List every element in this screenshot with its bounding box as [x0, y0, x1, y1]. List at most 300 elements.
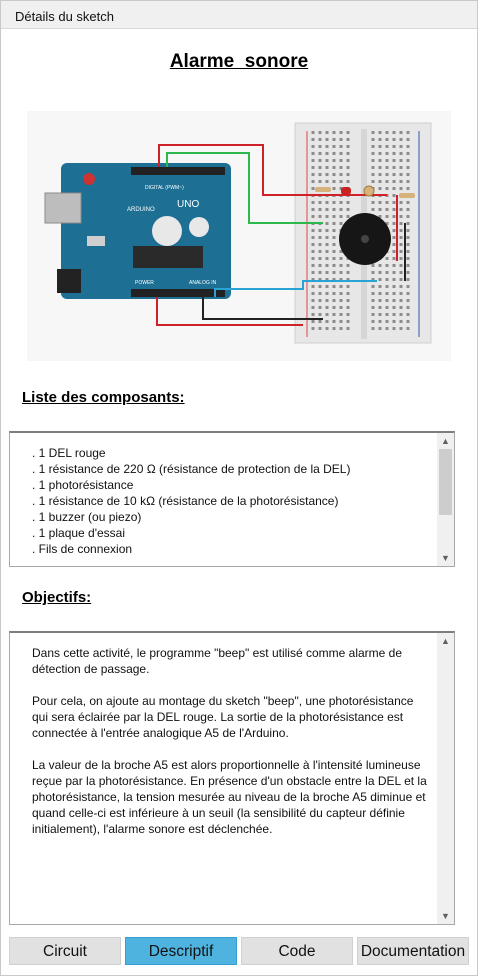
- breadboard-hole: [326, 285, 329, 288]
- breadboard-hole: [407, 292, 410, 295]
- breadboard-hole: [319, 306, 322, 309]
- breadboard-hole: [386, 285, 389, 288]
- breadboard-hole: [312, 180, 315, 183]
- breadboard-hole: [400, 215, 403, 218]
- breadboard-hole: [400, 320, 403, 323]
- breadboard-hole: [386, 145, 389, 148]
- breadboard-hole: [312, 229, 315, 232]
- breadboard-hole: [407, 243, 410, 246]
- breadboard-hole: [407, 152, 410, 155]
- breadboard-hole: [319, 264, 322, 267]
- breadboard-hole: [379, 145, 382, 148]
- breadboard-hole: [312, 292, 315, 295]
- breadboard-hole: [407, 257, 410, 260]
- objectives-heading: Objectifs:: [22, 589, 92, 606]
- breadboard-hole: [333, 131, 336, 134]
- breadboard-hole: [372, 313, 375, 316]
- power-label: POWER: [135, 280, 154, 286]
- breadboard-hole: [386, 271, 389, 274]
- objectives-text: [32, 645, 430, 853]
- breadboard-hole: [407, 236, 410, 239]
- breadboard-hole: [347, 299, 350, 302]
- tab-descriptif[interactable]: Descriptif: [125, 937, 237, 965]
- breadboard-hole: [333, 320, 336, 323]
- breadboard-hole: [312, 159, 315, 162]
- breadboard-hole: [400, 264, 403, 267]
- breadboard-hole: [379, 208, 382, 211]
- breadboard-hole: [372, 292, 375, 295]
- breadboard-hole: [407, 208, 410, 211]
- breadboard-hole: [407, 166, 410, 169]
- breadboard-hole: [319, 243, 322, 246]
- breadboard-hole: [379, 313, 382, 316]
- breadboard-hole: [312, 215, 315, 218]
- breadboard-hole: [407, 264, 410, 267]
- components-scrollbar[interactable]: [437, 433, 454, 566]
- breadboard-hole: [393, 194, 396, 197]
- breadboard-hole: [400, 138, 403, 141]
- breadboard-hole: [393, 243, 396, 246]
- breadboard-hole: [372, 306, 375, 309]
- breadboard-hole: [347, 264, 350, 267]
- breadboard-hole: [333, 236, 336, 239]
- breadboard-hole: [379, 264, 382, 267]
- breadboard-hole: [393, 180, 396, 183]
- breadboard-hole: [326, 180, 329, 183]
- breadboard-hole: [393, 173, 396, 176]
- component-item: . 1 plaque d'essai: [32, 526, 126, 540]
- scroll-down-icon[interactable]: ▼: [441, 553, 450, 563]
- breadboard-hole: [326, 264, 329, 267]
- breadboard-hole: [372, 264, 375, 267]
- breadboard-hole: [326, 222, 329, 225]
- breadboard-hole: [393, 327, 396, 330]
- breadboard-hole: [372, 159, 375, 162]
- window-title: Détails du sketch: [15, 9, 114, 24]
- breadboard-hole: [340, 138, 343, 141]
- breadboard-hole: [393, 320, 396, 323]
- breadboard-hole: [400, 243, 403, 246]
- component-item: . 1 DEL rouge: [32, 446, 106, 460]
- breadboard-hole: [379, 152, 382, 155]
- breadboard-hole: [393, 306, 396, 309]
- breadboard-hole: [340, 131, 343, 134]
- breadboard-hole: [312, 201, 315, 204]
- breadboard-hole: [400, 292, 403, 295]
- breadboard-hole: [319, 131, 322, 134]
- objective-paragraph: La valeur de la broche A5 est alors proportionnelle à l'intensité lumineuse reçue par la photorésistance. En présence d'un obstacle entre la DEL et la photorésistance, la tension mesurée au niveau de la broche A5 diminue et quand celle-ci est inférieure à un seuil (la sensibilité du capteur définie initialement), l'alarme sonore est déclenchée.: [32, 758, 427, 836]
- breadboard-hole: [347, 208, 350, 211]
- breadboard-hole: [386, 313, 389, 316]
- breadboard-hole: [312, 145, 315, 148]
- tab-documentation[interactable]: Documentation: [357, 937, 469, 965]
- breadboard-hole: [333, 264, 336, 267]
- breadboard-hole: [333, 152, 336, 155]
- breadboard-hole: [400, 159, 403, 162]
- breadboard-hole: [347, 180, 350, 183]
- breadboard-hole: [393, 145, 396, 148]
- digital-label: DIGITAL (PWM~): [145, 185, 184, 191]
- breadboard-hole: [393, 250, 396, 253]
- circuit-diagram: [27, 111, 451, 361]
- breadboard-hole: [319, 152, 322, 155]
- breadboard-hole: [326, 306, 329, 309]
- breadboard-hole: [400, 173, 403, 176]
- breadboard-hole: [400, 306, 403, 309]
- breadboard-hole: [407, 145, 410, 148]
- breadboard-hole: [312, 306, 315, 309]
- breadboard-hole: [312, 173, 315, 176]
- breadboard-hole: [333, 327, 336, 330]
- breadboard-hole: [333, 306, 336, 309]
- breadboard-hole: [333, 299, 336, 302]
- breadboard-hole: [400, 327, 403, 330]
- breadboard-hole: [340, 271, 343, 274]
- breadboard-hole: [312, 243, 315, 246]
- breadboard-hole: [393, 257, 396, 260]
- breadboard-hole: [319, 257, 322, 260]
- breadboard-hole: [372, 152, 375, 155]
- breadboard-hole: [333, 229, 336, 232]
- breadboard-hole: [393, 313, 396, 316]
- component-item: . 1 photorésistance: [32, 478, 134, 492]
- breadboard-hole: [386, 138, 389, 141]
- breadboard-hole: [319, 313, 322, 316]
- breadboard-hole: [347, 201, 350, 204]
- breadboard-hole: [386, 327, 389, 330]
- breadboard-hole: [312, 271, 315, 274]
- components-list-box[interactable]: [9, 431, 455, 567]
- objectives-scrollbar[interactable]: [437, 633, 454, 924]
- breadboard-hole: [400, 250, 403, 253]
- objectives-text-box[interactable]: [9, 631, 455, 925]
- breadboard-hole: [333, 285, 336, 288]
- breadboard-hole: [386, 152, 389, 155]
- component-item: . 1 résistance de 220 Ω (résistance de protection de la DEL): [32, 462, 351, 476]
- breadboard-hole: [319, 145, 322, 148]
- breadboard-hole: [400, 285, 403, 288]
- breadboard-hole: [340, 166, 343, 169]
- breadboard-hole: [340, 152, 343, 155]
- breadboard-hole: [386, 208, 389, 211]
- breadboard-hole: [326, 236, 329, 239]
- breadboard-hole: [393, 285, 396, 288]
- breadboard-hole: [400, 180, 403, 183]
- breadboard-hole: [386, 173, 389, 176]
- components-heading: Liste des composants:: [22, 389, 185, 406]
- breadboard-hole: [312, 152, 315, 155]
- breadboard-hole: [386, 131, 389, 134]
- breadboard-hole: [407, 229, 410, 232]
- breadboard-hole: [347, 131, 350, 134]
- breadboard-hole: [393, 138, 396, 141]
- breadboard-hole: [407, 278, 410, 281]
- breadboard-hole: [393, 264, 396, 267]
- breadboard-hole: [340, 299, 343, 302]
- breadboard-hole: [400, 187, 403, 190]
- breadboard-hole: [407, 250, 410, 253]
- breadboard-hole: [379, 320, 382, 323]
- breadboard-hole: [379, 201, 382, 204]
- breadboard-hole: [400, 236, 403, 239]
- breadboard-hole: [326, 152, 329, 155]
- breadboard-hole: [326, 145, 329, 148]
- breadboard-hole: [386, 159, 389, 162]
- breadboard-hole: [333, 292, 336, 295]
- breadboard-hole: [407, 201, 410, 204]
- breadboard-hole: [312, 320, 315, 323]
- breadboard-hole: [326, 320, 329, 323]
- breadboard-hole: [386, 187, 389, 190]
- breadboard-hole: [319, 201, 322, 204]
- breadboard-hole: [312, 138, 315, 141]
- breadboard-hole: [386, 278, 389, 281]
- brand-label: ARDUINO: [127, 207, 155, 213]
- breadboard-hole: [333, 187, 336, 190]
- breadboard-hole: [347, 327, 350, 330]
- breadboard-hole: [386, 166, 389, 169]
- breadboard-hole: [393, 159, 396, 162]
- breadboard-hole: [393, 299, 396, 302]
- breadboard-hole: [379, 138, 382, 141]
- breadboard-hole: [333, 313, 336, 316]
- breadboard-hole: [333, 145, 336, 148]
- breadboard-hole: [372, 208, 375, 211]
- breadboard-hole: [319, 159, 322, 162]
- breadboard-hole: [312, 187, 315, 190]
- breadboard-hole: [340, 145, 343, 148]
- breadboard-hole: [407, 313, 410, 316]
- breadboard-hole: [400, 201, 403, 204]
- breadboard-hole: [400, 313, 403, 316]
- window-titlebar: [1, 1, 477, 29]
- breadboard-hole: [319, 327, 322, 330]
- breadboard-hole: [319, 250, 322, 253]
- breadboard-hole: [393, 131, 396, 134]
- breadboard-hole: [312, 264, 315, 267]
- breadboard-hole: [333, 208, 336, 211]
- breadboard-hole: [333, 222, 336, 225]
- buzzer: [339, 213, 391, 265]
- breadboard-hole: [379, 173, 382, 176]
- component-item: . 1 buzzer (ou piezo): [32, 510, 142, 524]
- breadboard-hole: [326, 131, 329, 134]
- breadboard-hole: [319, 271, 322, 274]
- breadboard-hole: [326, 215, 329, 218]
- breadboard-hole: [319, 166, 322, 169]
- breadboard-hole: [326, 243, 329, 246]
- scroll-up-icon[interactable]: ▲: [441, 636, 450, 646]
- breadboard-hole: [407, 320, 410, 323]
- breadboard-hole: [340, 180, 343, 183]
- breadboard-hole: [340, 320, 343, 323]
- scroll-thumb[interactable]: [439, 449, 452, 515]
- component-item: . 1 résistance de 10 kΩ (résistance de la photorésistance): [32, 494, 339, 508]
- breadboard-hole: [386, 306, 389, 309]
- breadboard-hole: [372, 138, 375, 141]
- breadboard-hole: [326, 166, 329, 169]
- breadboard-hole: [400, 131, 403, 134]
- breadboard-hole: [347, 215, 350, 218]
- breadboard-hole: [312, 250, 315, 253]
- breadboard-hole: [312, 327, 315, 330]
- breadboard-hole: [312, 236, 315, 239]
- breadboard-hole: [333, 138, 336, 141]
- breadboard-hole: [312, 299, 315, 302]
- breadboard-hole: [386, 320, 389, 323]
- breadboard-hole: [312, 257, 315, 260]
- breadboard-hole: [379, 271, 382, 274]
- breadboard-hole: [393, 292, 396, 295]
- breadboard-hole: [347, 166, 350, 169]
- breadboard-hole: [326, 313, 329, 316]
- components-list: [32, 445, 430, 557]
- breadboard-hole: [407, 285, 410, 288]
- breadboard-hole: [400, 222, 403, 225]
- red-led: [341, 187, 351, 195]
- breadboard-hole: [340, 173, 343, 176]
- breadboard-hole: [333, 173, 336, 176]
- breadboard-hole: [400, 166, 403, 169]
- breadboard-hole: [393, 201, 396, 204]
- breadboard-hole: [326, 201, 329, 204]
- tab-circuit[interactable]: Circuit: [9, 937, 121, 965]
- breadboard-hole: [347, 271, 350, 274]
- breadboard-hole: [393, 278, 396, 281]
- breadboard-hole: [326, 292, 329, 295]
- breadboard-hole: [312, 166, 315, 169]
- breadboard-hole: [372, 180, 375, 183]
- breadboard-hole: [386, 264, 389, 267]
- breadboard-hole: [340, 215, 343, 218]
- breadboard-hole: [340, 257, 343, 260]
- breadboard-hole: [393, 236, 396, 239]
- breadboard-hole: [347, 159, 350, 162]
- breadboard-hole: [407, 159, 410, 162]
- breadboard-hole: [400, 299, 403, 302]
- breadboard-hole: [372, 285, 375, 288]
- breadboard-hole: [372, 131, 375, 134]
- scroll-up-icon[interactable]: ▲: [441, 436, 450, 446]
- breadboard-hole: [340, 264, 343, 267]
- breadboard-hole: [333, 243, 336, 246]
- breadboard-hole: [333, 201, 336, 204]
- breadboard-hole: [400, 271, 403, 274]
- breadboard-hole: [326, 271, 329, 274]
- breadboard-hole: [407, 131, 410, 134]
- breadboard-hole: [333, 250, 336, 253]
- breadboard-hole: [347, 292, 350, 295]
- breadboard-hole: [333, 159, 336, 162]
- breadboard-hole: [372, 327, 375, 330]
- bottom-tabs: [9, 937, 471, 967]
- breadboard-hole: [372, 173, 375, 176]
- breadboard-hole: [386, 215, 389, 218]
- breadboard-hole: [372, 299, 375, 302]
- breadboard-hole: [326, 229, 329, 232]
- breadboard-hole: [319, 138, 322, 141]
- breadboard-hole: [312, 313, 315, 316]
- breadboard-hole: [312, 131, 315, 134]
- breadboard-hole: [386, 257, 389, 260]
- breadboard-hole: [312, 285, 315, 288]
- breadboard-hole: [347, 173, 350, 176]
- board-label: UNO: [177, 199, 200, 210]
- photoresistor: [364, 186, 374, 196]
- breadboard-hole: [407, 180, 410, 183]
- breadboard-hole: [340, 313, 343, 316]
- breadboard-hole: [340, 201, 343, 204]
- breadboard-hole: [393, 215, 396, 218]
- breadboard-hole: [326, 138, 329, 141]
- breadboard-hole: [340, 292, 343, 295]
- breadboard-hole: [333, 215, 336, 218]
- scroll-down-icon[interactable]: ▼: [441, 911, 450, 921]
- component-item: . Fils de connexion: [32, 542, 133, 556]
- breadboard-hole: [379, 299, 382, 302]
- breadboard-hole: [393, 166, 396, 169]
- breadboard-hole: [386, 299, 389, 302]
- breadboard-hole: [407, 299, 410, 302]
- analog-label: ANALOG IN: [189, 280, 217, 286]
- breadboard-hole: [340, 208, 343, 211]
- breadboard-hole: [326, 257, 329, 260]
- breadboard-hole: [407, 327, 410, 330]
- breadboard-hole: [379, 278, 382, 281]
- arduino-board: [45, 163, 231, 299]
- breadboard-hole: [407, 187, 410, 190]
- breadboard-hole: [319, 299, 322, 302]
- breadboard-hole: [393, 222, 396, 225]
- breadboard-hole: [347, 320, 350, 323]
- breadboard-hole: [379, 306, 382, 309]
- resistor-220: [315, 187, 331, 192]
- breadboard-hole: [379, 327, 382, 330]
- breadboard-hole: [400, 229, 403, 232]
- breadboard-hole: [407, 306, 410, 309]
- breadboard-hole: [379, 166, 382, 169]
- breadboard-hole: [400, 257, 403, 260]
- breadboard-hole: [379, 131, 382, 134]
- breadboard-hole: [407, 173, 410, 176]
- breadboard-hole: [393, 187, 396, 190]
- breadboard-hole: [407, 215, 410, 218]
- breadboard-hole: [393, 271, 396, 274]
- breadboard-hole: [326, 159, 329, 162]
- breadboard-hole: [347, 145, 350, 148]
- breadboard-hole: [372, 201, 375, 204]
- breadboard-hole: [347, 152, 350, 155]
- breadboard-hole: [386, 180, 389, 183]
- breadboard-hole: [319, 320, 322, 323]
- objective-paragraph: Pour cela, on ajoute au montage du sketch "beep", une photorésistance qui sera éclairée par la DEL rouge. La sortie de la photorésistance est connectée à l'entrée analogique A5 de l'Arduino.: [32, 694, 414, 740]
- breadboard-hole: [393, 152, 396, 155]
- breadboard-hole: [372, 320, 375, 323]
- breadboard-hole: [379, 187, 382, 190]
- breadboard-hole: [326, 327, 329, 330]
- breadboard-hole: [333, 180, 336, 183]
- breadboard-hole: [372, 166, 375, 169]
- breadboard-hole: [326, 299, 329, 302]
- breadboard-hole: [379, 180, 382, 183]
- breadboard-hole: [319, 236, 322, 239]
- breadboard-hole: [379, 292, 382, 295]
- breadboard-hole: [319, 285, 322, 288]
- breadboard-hole: [386, 201, 389, 204]
- tab-code[interactable]: Code: [241, 937, 353, 965]
- breadboard-hole: [379, 159, 382, 162]
- breadboard-hole: [393, 208, 396, 211]
